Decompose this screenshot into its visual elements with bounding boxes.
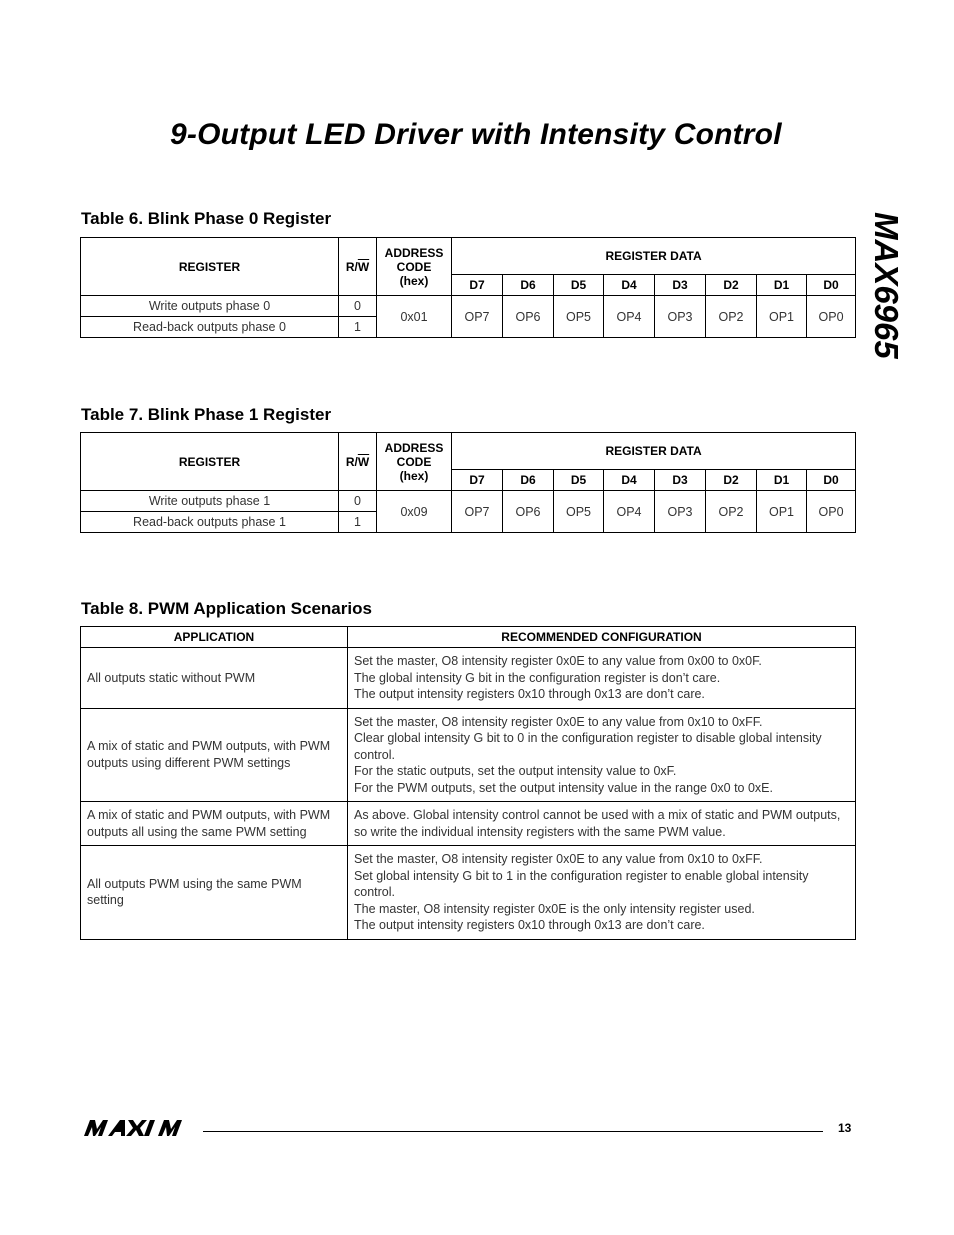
rw-value: 1 (339, 317, 377, 338)
bit-header: D7 (452, 275, 503, 296)
bit-value: OP2 (706, 296, 757, 338)
bit-value: OP1 (757, 491, 807, 533)
application-cell: All outputs PWM using the same PWM setting (81, 846, 348, 940)
rw-value: 0 (339, 491, 377, 512)
page-number: 13 (838, 1121, 852, 1135)
footer-rule (203, 1131, 823, 1132)
bit-header: D3 (655, 470, 706, 491)
bit-header: D5 (554, 470, 604, 491)
bit-header: D1 (757, 470, 807, 491)
bit-value: OP1 (757, 296, 807, 338)
bit-header: D4 (604, 275, 655, 296)
col-register-data: REGISTER DATA (452, 433, 856, 470)
side-part-number: MAX6965 (868, 212, 905, 359)
table-row (81, 846, 856, 940)
col-address: ADDRESS CODE (hex) (377, 433, 452, 491)
col-register: REGISTER (81, 238, 339, 296)
col-register: REGISTER (81, 433, 339, 491)
col-address: ADDRESS CODE (hex) (377, 238, 452, 296)
application-cell: A mix of static and PWM outputs, with PWM outputs using different PWM settings (81, 708, 348, 802)
config-cell: Set the master, O8 intensity register 0x0E to any value from 0x10 to 0xFF. Clear global intensity G bit to 0 in the configuration register to disable global intensity control. For the static outputs, set the output intensity value to 0xF. For the PWM outputs, set the output intensity value in the range 0x0 to 0xE. (348, 708, 856, 802)
table-row (81, 491, 856, 512)
bit-header: D0 (807, 470, 856, 491)
col-recommended-configuration: RECOMMENDED CONFIGURATION (348, 627, 856, 648)
bit-header: D1 (757, 275, 807, 296)
table8 (80, 626, 856, 940)
bit-header: D6 (503, 470, 554, 491)
table-row (81, 648, 856, 709)
table-row (81, 296, 856, 317)
bit-header: D6 (503, 275, 554, 296)
bit-header: D5 (554, 275, 604, 296)
application-cell: A mix of static and PWM outputs, with PWM outputs all using the same PWM setting (81, 802, 348, 846)
bit-value: OP0 (807, 296, 856, 338)
register-name: Write outputs phase 1 (81, 491, 339, 512)
bit-value: OP5 (554, 491, 604, 533)
bit-value: OP6 (503, 491, 554, 533)
register-name: Write outputs phase 0 (81, 296, 339, 317)
bit-header: D7 (452, 470, 503, 491)
bit-value: OP2 (706, 491, 757, 533)
bit-value: OP0 (807, 491, 856, 533)
bit-value: OP3 (655, 491, 706, 533)
config-cell: Set the master, O8 intensity register 0x0E to any value from 0x00 to 0x0F. The global intensity G bit in the configuration register is don’t care. The output intensity registers 0x10 through 0x13 are don’t care. (348, 648, 856, 709)
config-cell: Set the master, O8 intensity register 0x0E to any value from 0x10 to 0xFF. Set global intensity G bit to 1 in the configuration register to enable global intensity control. The master, O8 intensity register 0x0E is the only intensity register used. The output intensity registers 0x10 through 0x13 are don’t care. (348, 846, 856, 940)
bit-header: D2 (706, 275, 757, 296)
maxim-logo (84, 1120, 192, 1136)
col-rw: $R/\overline{W}$ (339, 433, 377, 491)
page-title: 9-Output LED Driver with Intensity Control (170, 118, 782, 151)
bit-value: OP5 (554, 296, 604, 338)
application-cell: All outputs static without PWM (81, 648, 348, 709)
col-rw: $R/\overline{W}$ (339, 238, 377, 296)
col-application: APPLICATION (81, 627, 348, 648)
bit-value: OP7 (452, 296, 503, 338)
bit-value: OP4 (604, 296, 655, 338)
bit-value: OP6 (503, 296, 554, 338)
bit-value: OP7 (452, 491, 503, 533)
table-row (81, 708, 856, 802)
bit-value: OP4 (604, 491, 655, 533)
address-code: 0x09 (377, 491, 452, 533)
bit-value: OP3 (655, 296, 706, 338)
table7 (80, 432, 856, 533)
col-register-data: REGISTER DATA (452, 238, 856, 275)
table8-caption: Table 8. PWM Application Scenarios (81, 599, 372, 618)
rw-value: 0 (339, 296, 377, 317)
table6 (80, 237, 856, 338)
rw-value: 1 (339, 512, 377, 533)
bit-header: D0 (807, 275, 856, 296)
table7-caption: Table 7. Blink Phase 1 Register (81, 405, 332, 424)
register-name: Read-back outputs phase 1 (81, 512, 339, 533)
bit-header: D3 (655, 275, 706, 296)
bit-header: D4 (604, 470, 655, 491)
bit-header: D2 (706, 470, 757, 491)
table-row (81, 802, 856, 846)
register-name: Read-back outputs phase 0 (81, 317, 339, 338)
address-code: 0x01 (377, 296, 452, 338)
config-cell: As above. Global intensity control cannot be used with a mix of static and PWM outputs, so write the individual intensity registers with the same PWM value. (348, 802, 856, 846)
table6-caption: Table 6. Blink Phase 0 Register (81, 209, 332, 228)
